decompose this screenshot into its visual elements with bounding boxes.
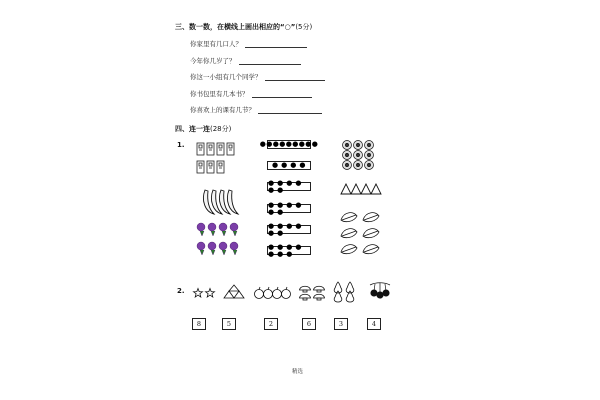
cherry-picture-group[interactable] <box>368 282 392 302</box>
dot-card-3[interactable]: ● ● ● ● ● ● <box>267 182 311 191</box>
grape-picture-group[interactable] <box>196 222 240 258</box>
pear-picture-group[interactable] <box>333 281 359 302</box>
number-box-4[interactable]: 6 <box>302 318 316 330</box>
section-4-title <box>175 124 231 134</box>
question-4 <box>190 89 312 98</box>
number-box-1[interactable]: 8 <box>192 318 206 330</box>
answer-line-2[interactable] <box>239 57 301 65</box>
dot-card-5[interactable]: ● ● ● ● ● ● <box>267 225 311 234</box>
answer-line-4[interactable] <box>252 90 312 98</box>
question-2-text: 今年你几岁了？ <box>190 57 236 65</box>
mushroom-picture-group[interactable] <box>299 284 327 301</box>
question-3-text: 你这一小组有几个同学？ <box>190 73 262 81</box>
question-1 <box>190 39 307 48</box>
question-3 <box>190 72 325 81</box>
apple-picture-group[interactable] <box>254 286 292 300</box>
section-3-title <box>175 22 312 32</box>
dot-card-1[interactable]: ●●●●●●●●● <box>259 140 319 148</box>
triangle-picture-group[interactable] <box>340 183 382 195</box>
part-2-label: 2. <box>177 287 185 295</box>
creature-picture-group[interactable] <box>196 141 240 179</box>
leaf-picture-group[interactable] <box>340 210 382 258</box>
dot-card-4[interactable]: ● ● ● ● ● ● <box>267 204 311 213</box>
answer-line-5[interactable] <box>258 106 322 114</box>
banana-picture-group[interactable] <box>202 188 238 216</box>
dot-card-6[interactable]: ● ● ● ● ● ● ● <box>267 246 311 255</box>
section-3-title-text: 三、数一数，在横线上画出相应的“○” <box>175 23 296 31</box>
answer-line-3[interactable] <box>265 73 325 81</box>
section-3-points: (5分) <box>295 23 313 31</box>
number-box-2[interactable]: 5 <box>222 318 236 330</box>
section-4-points: (28分) <box>210 125 232 133</box>
question-5-text: 你喜欢上的课有几节？ <box>190 106 255 114</box>
number-box-5[interactable]: 3 <box>334 318 348 330</box>
part-1-label: 1. <box>177 141 185 149</box>
question-2 <box>190 56 301 65</box>
question-5 <box>190 105 322 114</box>
dot-card-2[interactable]: ● ● ● ● <box>267 161 311 170</box>
small-triangle-picture-group[interactable] <box>223 285 247 299</box>
number-box-3[interactable]: 2 <box>264 318 278 330</box>
section-4-title-text: 四、连一连 <box>175 125 210 133</box>
page-footer: 精选 <box>292 369 304 375</box>
star-picture-group[interactable] <box>193 288 217 298</box>
question-4-text: 你书包里有几本书？ <box>190 90 249 98</box>
question-1-text: 你家里有几口人？ <box>190 40 242 48</box>
number-box-6[interactable]: 4 <box>367 318 381 330</box>
answer-line-1[interactable] <box>245 40 307 48</box>
flower-picture-group[interactable] <box>342 140 378 170</box>
